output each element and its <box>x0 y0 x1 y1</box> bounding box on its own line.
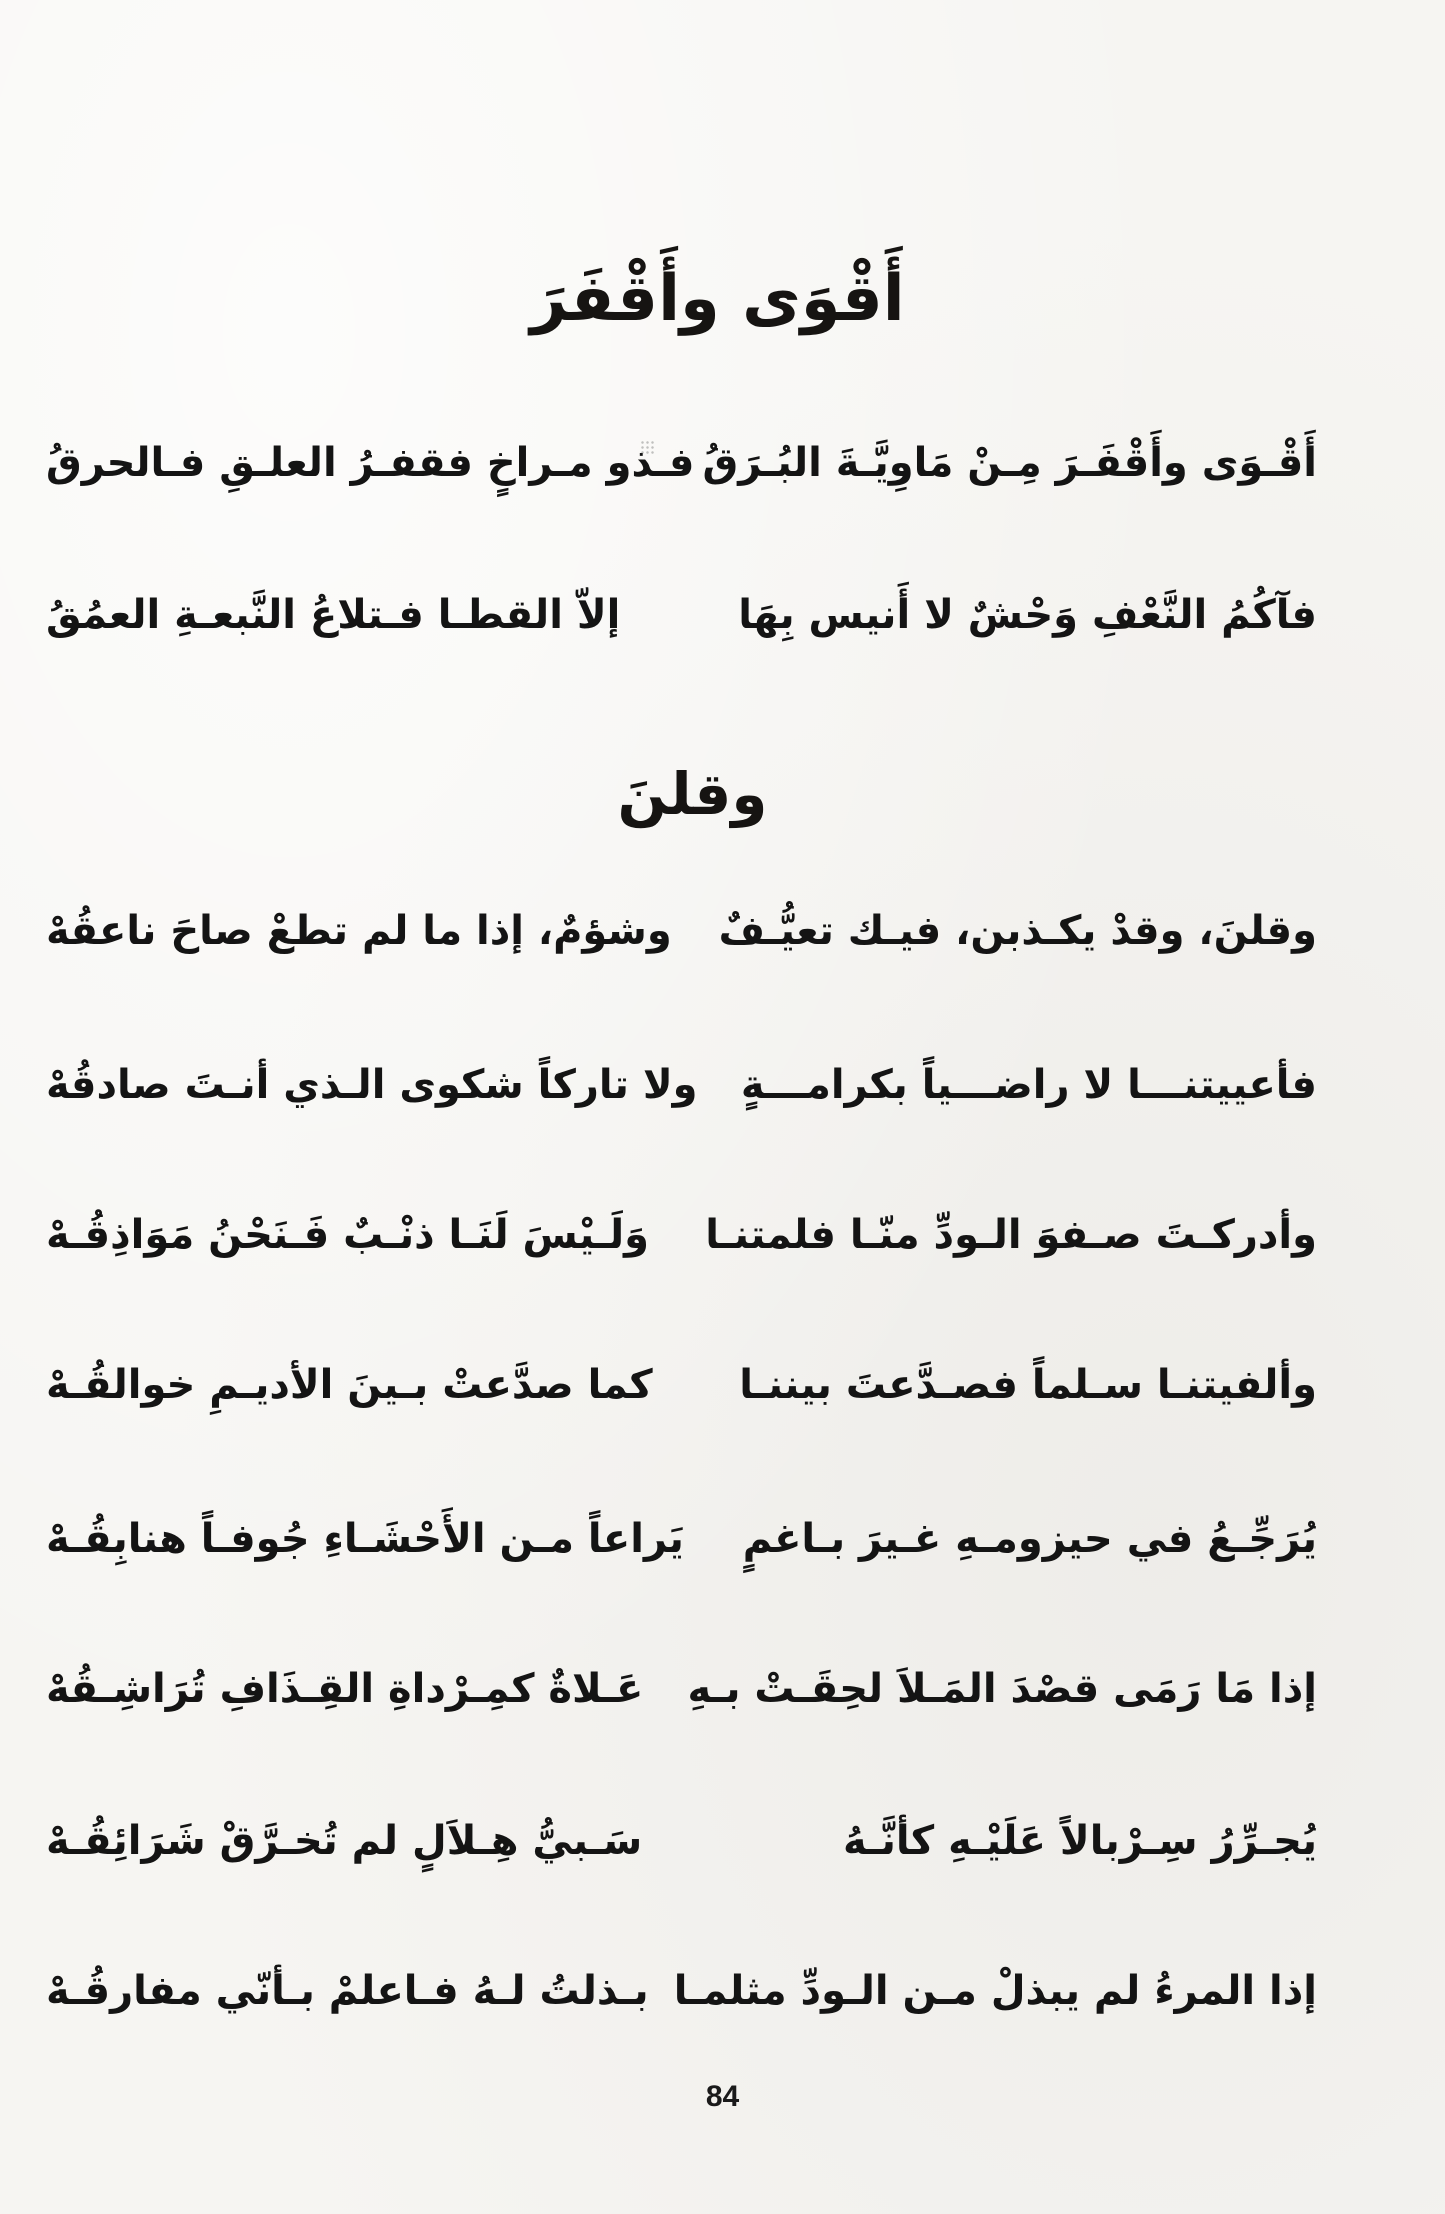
verse-second-hemistich: بـذلتُ لـهُ فـاعلمْ بـأنّي مفارقُـهْ <box>46 1968 649 2014</box>
verse-line <box>40 1180 1325 1290</box>
verse-second-hemistich: يَراعاً مـن الأَحْشَـاءِ جُوفـاً هنابِقُـهْ <box>46 1516 684 1562</box>
verse-first-hemistich: يُجـرِّرُ سِـرْبالاً عَلَيْـهِ كأنَّـهُ <box>842 1818 1317 1864</box>
verse-first-hemistich: وأدركـتَ صـفوَ الـودِّ منّـا فلمتنـا <box>705 1212 1317 1258</box>
verse-second-hemistich: ولا تاركاً شكوى الـذي أنـتَ صادقُهْ <box>46 1062 698 1108</box>
verse-second-hemistich: كما صدَّعتْ بـينَ الأديـمِ خوالقُـهْ <box>46 1362 653 1408</box>
verse-line <box>40 1936 1325 2046</box>
poem-title: أَقْوَى وأَقْفَرَ <box>530 262 905 336</box>
verse-line <box>40 1030 1325 1140</box>
verse-line <box>40 1634 1325 1744</box>
verse-first-hemistich: فأعييتنـــا لا راضـــياً بكرامـــةٍ <box>740 1062 1317 1108</box>
verse-line <box>40 560 1325 670</box>
verse-second-hemistich: فـذو مـراخٍ فقفـرُ العلـقِ فـالحرقُ <box>46 440 695 486</box>
ornament-mark <box>640 440 656 454</box>
verse-first-hemistich: أَقْـوَى وأَقْفَـرَ مِـنْ مَاوِيَّـةَ البُـرَقُ <box>702 440 1317 486</box>
verse-line <box>40 1330 1325 1440</box>
verse-first-hemistich: يُرَجِّـعُ في حيزومـهِ غـيرَ بـاغمٍ <box>742 1516 1317 1562</box>
verse-first-hemistich: وألفيتنـا سـلماً فصـدَّعتَ بيننـا <box>739 1362 1317 1408</box>
verse-line <box>40 1786 1325 1896</box>
verse-line <box>40 408 1325 518</box>
verse-second-hemistich: إلاّ القطـا فـتلاعُ النَّبعـةِ العمُقُ <box>46 592 621 638</box>
page-number: 84 <box>705 2080 740 2113</box>
verse-line <box>40 876 1325 986</box>
verse-second-hemistich: وَلَـيْسَ لَنَـا ذنْـبٌ فَـنَحْنُ مَوَاذِقُـهْ <box>46 1212 649 1258</box>
verse-line <box>40 1484 1325 1594</box>
poem-title: وقلنَ <box>617 760 768 828</box>
verse-first-hemistich: إذا المرءُ لم يبذلْ مـن الـودِّ مثلمـا <box>673 1968 1317 2014</box>
verse-first-hemistich: إذا مَا رَمَى قصْدَ المَـلاَ لحِقَـتْ بـهِ <box>687 1666 1317 1712</box>
verse-second-hemistich: عَـلاةٌ كمِـرْداةِ القِـذَافِ تُرَاشِـقُهْ <box>46 1666 644 1712</box>
verse-second-hemistich: سَـبيُّ هِـلاَلٍ لم تُخـرَّقْ شَرَائِقُـهْ <box>46 1818 643 1864</box>
verse-second-hemistich: وشؤمٌ، إذا ما لم تطعْ صاحَ ناعقُهْ <box>46 908 672 954</box>
verse-first-hemistich: فآكُمُ النَّعْفِ وَحْشٌ لا أَنيس بِهَا <box>738 592 1317 638</box>
verse-first-hemistich: وقلنَ، وقدْ يكـذبن، فيـك تعيُّـفٌ <box>718 908 1317 954</box>
